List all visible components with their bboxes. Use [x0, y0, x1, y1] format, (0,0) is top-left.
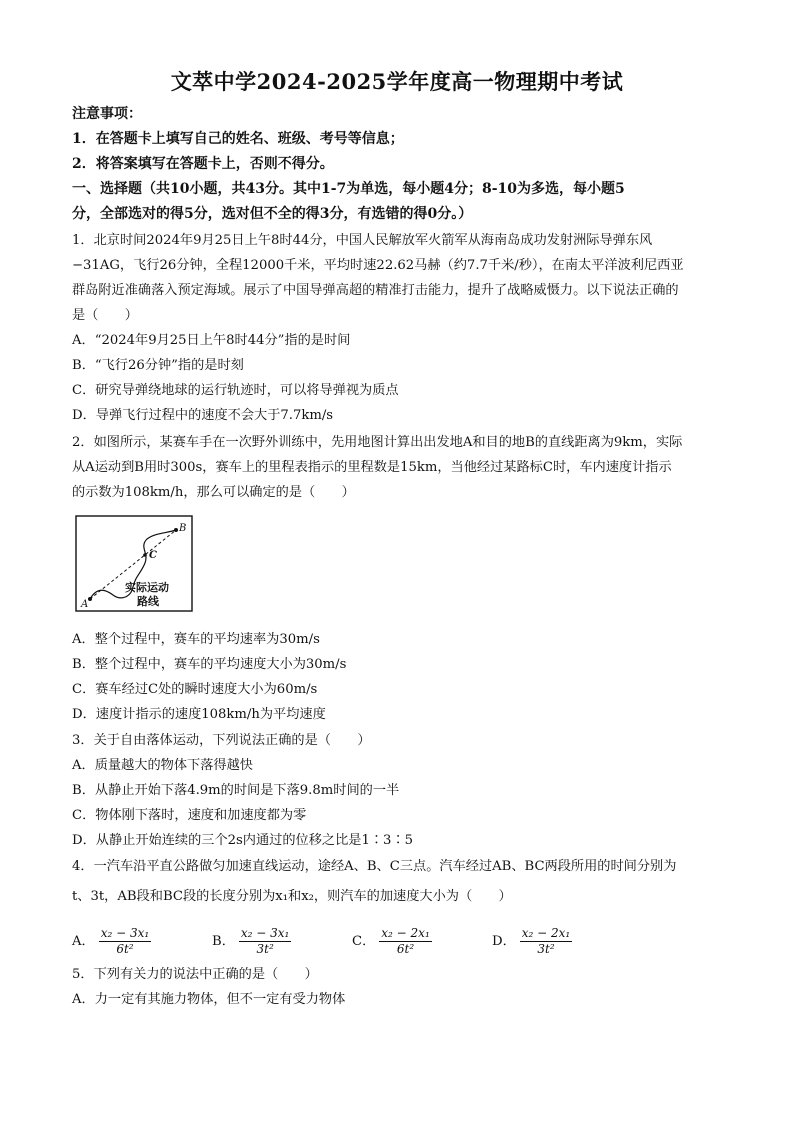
notice-item-2: 2．将答案填写在答题卡上，否则不得分。	[72, 156, 334, 172]
q5-option-a: A．力一定有其施力物体，但不一定有受力物体	[72, 992, 346, 1007]
q1-option-c: C．研究导弹绕地球的运行轨迹时，可以将导弹视为质点	[72, 383, 399, 398]
q1-option-b: B．“飞行26分钟”指的是时刻	[72, 358, 244, 373]
q4-stem-line-2: t、3t，AB段和BC段的长度分别为x₁和x₂，则汽车的加速度大小为（ ）	[72, 889, 512, 904]
q4-option-a: A． $\frac{\text{x₂ − 3x₁}}{\text{6t²}}$	[72, 926, 150, 956]
q3-option-d: D．从静止开始连续的三个2s内通过的位移之比是1∶3∶5	[72, 833, 414, 848]
label-a: A	[81, 599, 89, 610]
label-c: C	[149, 550, 157, 561]
section1-line-2: 分，全部选对的得5分，选对但不全的得3分，有选错的得0分。）	[72, 206, 473, 222]
point-a	[88, 597, 92, 601]
q4-option-d: D． $\frac{\text{x₂ − 2x₁}}{\text{3t²}}$	[492, 926, 571, 956]
q2-stem-line-1: 2．如图所示，某赛车手在一次野外训练中，先用地图计算出出发地A和目的地B的直线距离为9km，实际	[72, 435, 683, 450]
label-b: B	[179, 523, 187, 534]
point-c	[143, 553, 147, 557]
notice-item-1: 1．在答题卡上填写自己的姓名、班级、考号等信息；	[72, 131, 404, 147]
q3-option-b: B．从静止开始下落4.9m的时间是下落9.8m时间的一半	[72, 783, 400, 798]
q2-stem-line-2: 从A运动到B用时300s，赛车上的里程表指示的里程数是15km，当他经过某路标C时，车内速度计指示	[72, 460, 672, 475]
q3-option-a: A．质量越大的物体下落得越快	[72, 758, 253, 773]
q3-stem: 3．关于自由落体运动，下列说法正确的是（ ）	[72, 733, 371, 748]
q1-stem-line-1: 1．北京时间2024年9月25日上午8时44分，中国人民解放军火箭军从海南岛成功发射洲际导弹东风	[72, 233, 653, 248]
point-b	[174, 528, 178, 532]
q1-option-a: A．“2024年9月25日上午8时44分”指的是时间	[72, 333, 351, 348]
q4-option-b: B． $\frac{\text{x₂ − 3x₁}}{\text{3t²}}$	[212, 926, 290, 956]
q1-stem-line-3: 群岛附近准确落入预定海域。展示了中国导弹高超的精准打击能力，提升了战略威慑力。以下说法正确的	[72, 283, 679, 298]
q5-stem: 5．下列有关力的说法中正确的是（ ）	[72, 967, 318, 982]
figure-caption-1: 实际运动	[125, 581, 169, 594]
q2-option-a: A．整个过程中，赛车的平均速率为30m/s	[72, 632, 320, 647]
q1-option-d: D．导弹飞行过程中的速度不会大于7.7km/s	[72, 408, 334, 423]
exam-title: 文萃中学2024-2025学年度高一物理期中考试	[170, 69, 624, 94]
q2-route-figure	[75, 515, 193, 612]
q4-option-c: C． $\frac{\text{x₂ − 2x₁}}{\text{6t²}}$	[352, 926, 430, 956]
section1-line-1: 一、选择题（共10小题，共43分。其中1-7为单选，每小题4分；8-10为多选，每小题5	[72, 181, 625, 197]
notice-heading: 注意事项：	[72, 106, 142, 122]
q1-stem-line-2: −31AG，飞行26分钟，全程12000千米，平均时速22.62马赫（约7.7千米/秒），在南太平洋波利尼西亚	[72, 258, 684, 273]
q2-option-b: B．整个过程中，赛车的平均速度大小为30m/s	[72, 657, 347, 672]
q2-option-d: D．速度计指示的速度108km/h为平均速度	[72, 707, 326, 722]
q2-option-c: C．赛车经过C处的瞬时速度大小为60m/s	[72, 682, 318, 697]
q2-stem-line-3: 的示数为108km/h，那么可以确定的是（ ）	[72, 485, 355, 500]
q1-stem-line-4: 是（ ）	[72, 308, 138, 323]
q3-option-c: C．物体刚下落时，速度和加速度都为零	[72, 808, 307, 823]
figure-caption-2: 路线	[137, 595, 159, 608]
q4-stem-line-1: 4．一汽车沿平直公路做匀加速直线运动，途经A、B、C三点。汽车经过AB、BC两段所用的时间分别为	[72, 859, 677, 874]
